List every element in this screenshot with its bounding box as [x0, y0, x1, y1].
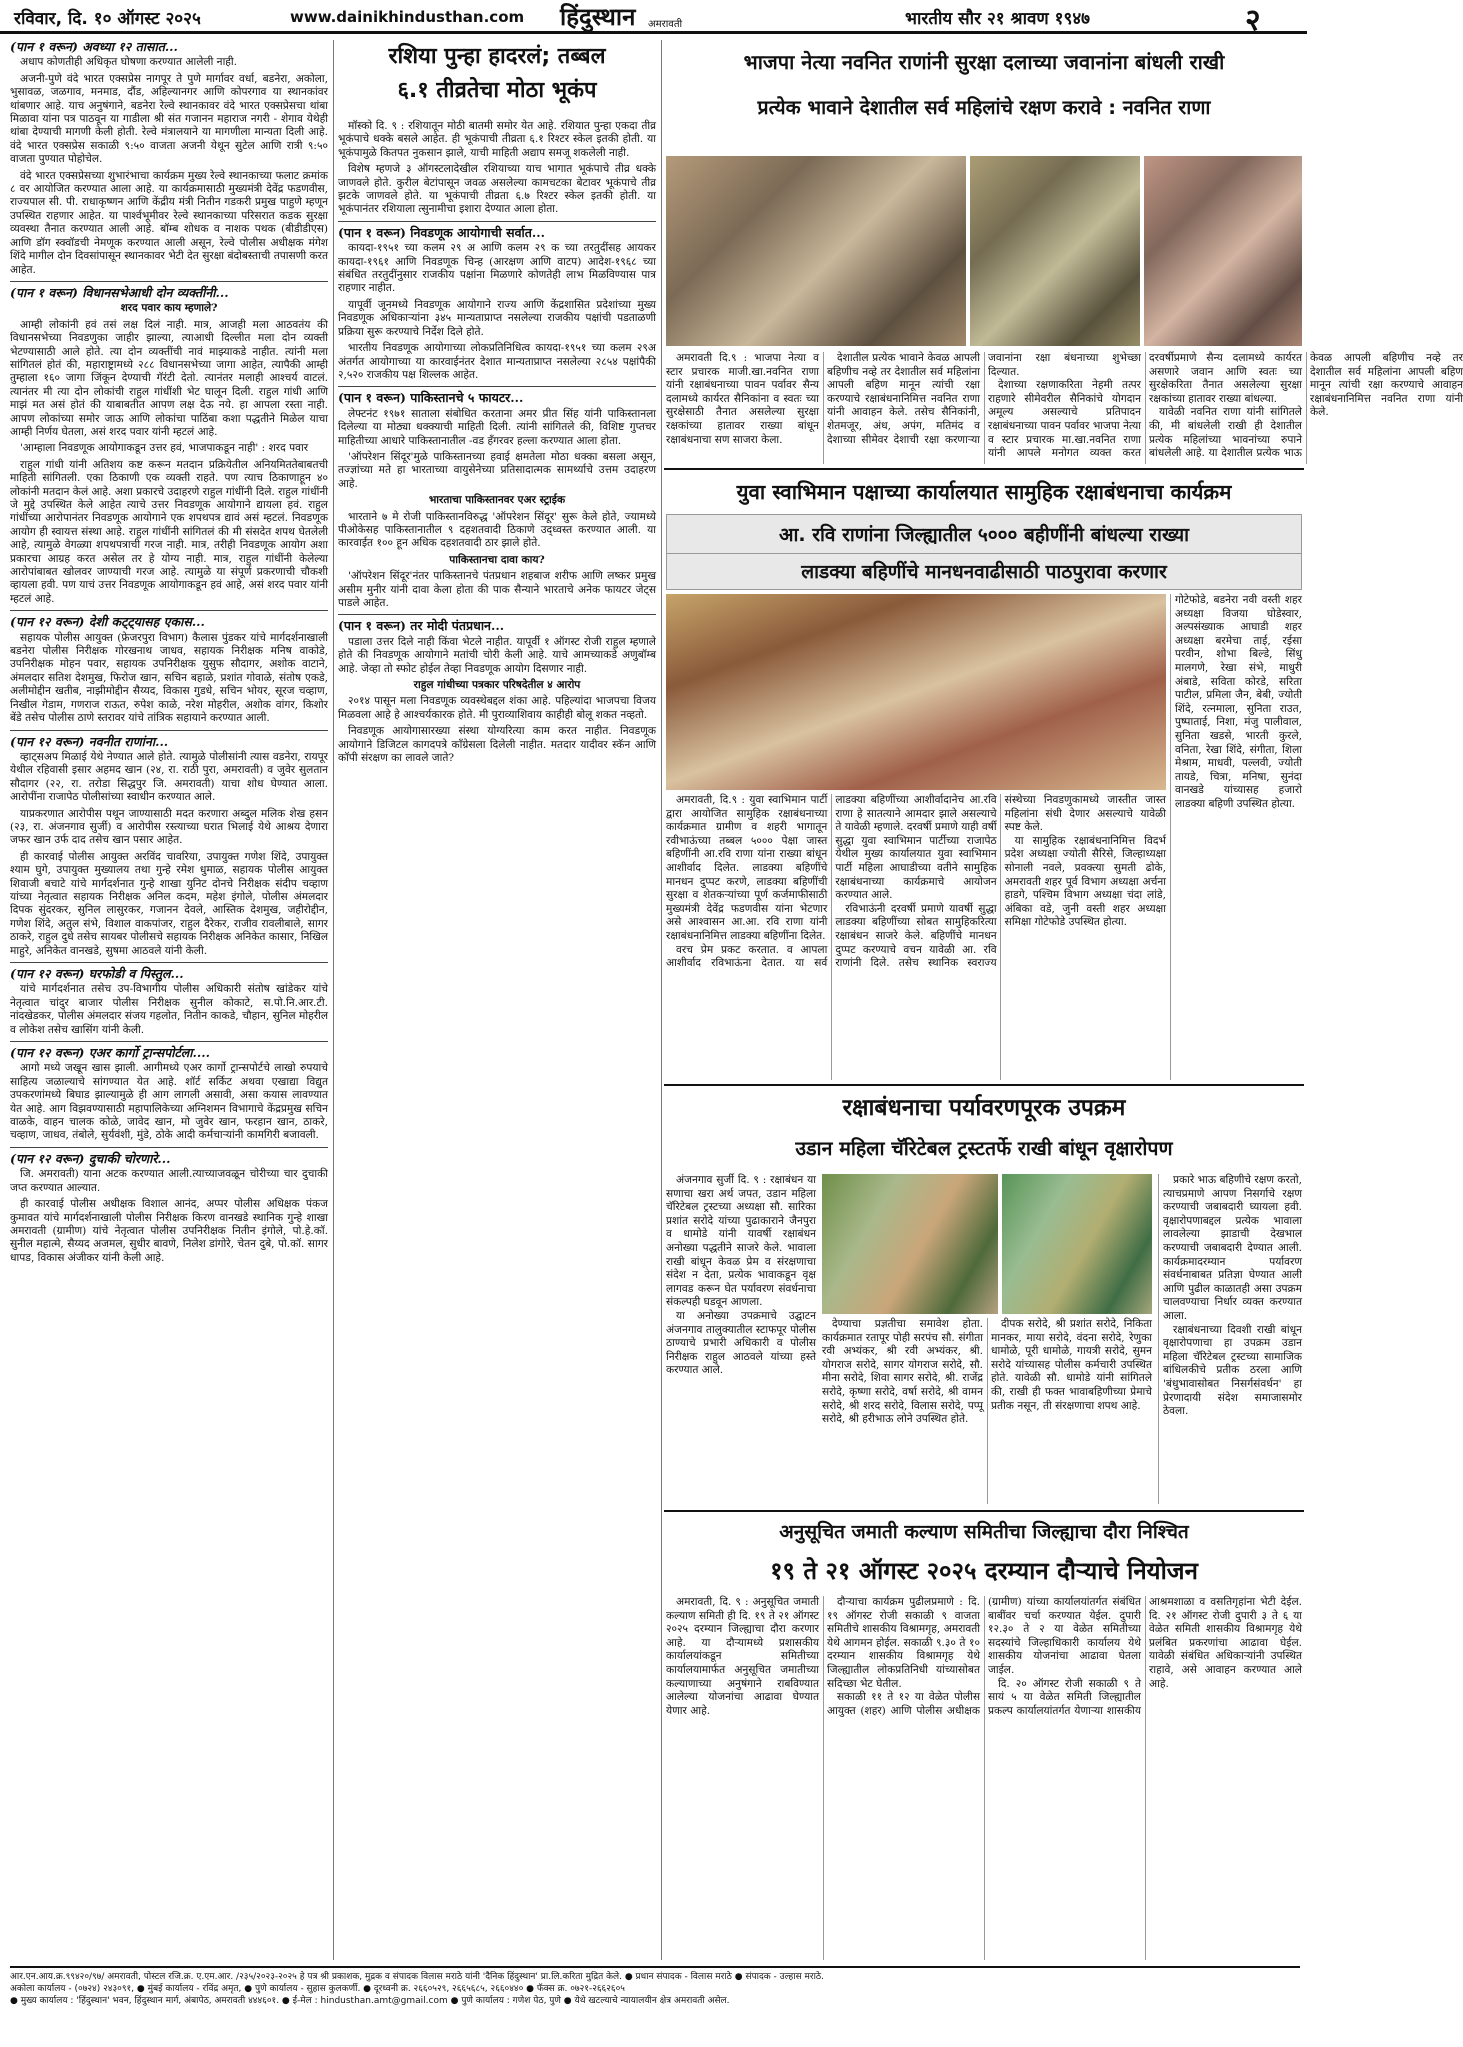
section-separator	[10, 610, 328, 611]
headline-line2: ६.१ तीव्रतेचा मोठा भूकंप	[397, 78, 597, 103]
article-subheading: राहुल गांधीच्या पत्रकार परिषदेतील ४ आरोप	[413, 679, 581, 692]
rana-photo-right	[1144, 156, 1302, 346]
continuation-paragraph: 'आम्हाला निवडणूक आयोगाकडून उत्तर हवं, भाजपाकडून नाही' : शरद पवार	[20, 442, 309, 455]
continuation-paragraph: याप्रकरणात आरोपीस पथून जाण्यासाठी मदत करणारा अब्दुल मलिक शेख हसन (२३, रा. अंजनगाव सुर्जी) व आरोपीस रस्त्याच्या घरात भिलाई येथे आश्रय देणारा जफर खान उर्फ दाद तसेच खान पसार आहेत.	[10, 807, 328, 847]
section-separator	[10, 1041, 328, 1042]
issue-date: रविवार, दि. १० ऑगस्ट २०२५	[14, 9, 201, 29]
article-paragraph: रक्षाबंधनाच्या दिवशी राखी बांधून वृक्षारोपणाचा हा उपक्रम उडान महिला चॅरिटेबल ट्रस्टच्या सामाजिक बांधिलकीचे प्रतीक ठरला आणि 'बंधुभावासोबत निसर्गसंवर्धन' हा प्रेरणादायी संदेश समाजासमोर ठेवला.	[1163, 1323, 1302, 1418]
article-paragraph: पडाला उत्तर दिले नाही किंवा भेटले नाहीत. यापूर्वी १ ऑगस्ट रोजी राहुल म्हणाले होते की निवडणूक आयोगाने मतांची चोरी केली आहे. याचे आमच्याकडे अणुबॉम्ब आहे. जेव्हा तो स्फोट होईल तेव्हा निवडणूक आयोग दिसणार नाही.	[338, 635, 656, 675]
article-paragraph: कायदा-१९५१ च्या कलम २९ अ आणि कलम २९ क च्या तरतुदींसह आयकर कायदा-१९६१ आणि निवडणूक चिन्ह (आरक्षण आणि वाटप) आदेश-१९६८ च्या संबंधित तरतुदींनुसार राजकीय पक्षांना मिळणारे कोणतेही लाभ मिळविण्यास पात्र राहणार नाहीत.	[338, 242, 656, 295]
eco-article-middle	[822, 1318, 1152, 1504]
article-title: (पान १ वरून) पाकिस्तानचे ५ फायटर...	[338, 390, 524, 406]
imprint-footer	[10, 1966, 1300, 2044]
article-paragraph: या सामुहिक रक्षाबंधनानिमित्त विदर्भ प्रदेश अध्यक्षा ज्योती सैरिसे, जिल्हाध्यक्षा सोनाली नवले, प्रवक्त्या सुमती ढोके, अमरावती शहर पूर्व विभाग अध्यक्षा अर्चना हाडगे, पश्चिम विभाग अध्यक्षा चंदा लांडे, अंबिका वडे, जुनी वस्ती शहर अध्यक्षा समिक्षा गोटेफोडे उपस्थित होत्या.	[1004, 834, 1166, 929]
article-paragraph: मॉस्को दि. ९ : रशियातून मोठी बातमी समोर येत आहे. रशियात पुन्हा एकदा तीव्र भूकंपाचे धक्के बसले आहेत. ही भूकंपाची तीव्रता ६.१ रिश्टर स्केल इतकी होती. या भूकंपामुळे कितपत नुकसान झाले, याची माहिती अद्याप समजू शकलेली नाही.	[338, 120, 656, 159]
continuation-paragraph: आगो मध्ये जखून खास झाली. आगीमध्ये एअर कार्गो ट्रान्सपोर्टचे लाखो रुपयाचे साहित्य जळाल्याचे सांगण्यात येत आहे. शॉर्ट सर्किट अथवा एखाद्या विद्युत उपकरणांमध्ये बिघाड झाल्यामुळे ही आग लागली असावी, असा कयास लावण्यात येत आहे. आग विझवण्यासाठी महापालिकेच्या अग्निशमन विभागाचे केंद्रप्रमुख सचिन वाळके, वाहन चालक कोळे, जावेद खान, मो जुवेर खान, फरहान खान, ठाकरे, चव्हाण, जाधव, तंबोले, सुर्यवंशी, मुंडे, ठोके आदी कर्मचाऱ्यांनी कामगिरी बजावली.	[10, 1062, 328, 1142]
continuation-paragraph: वंदे भारत एक्सप्रेसच्या शुभारंभाचा कार्यक्रम मुख्य रेल्वे स्थानकाच्या फलाट क्रमांक ८ वर आयोजित करण्यात आला आहे. या कार्यक्रमासाठी मुख्यमंत्री देवेंद्र फडणवीस, राज्यपाल सी. पी. राधाकृष्णन आणि केंद्रीय मंत्री नितीन गडकरी प्रमुख पाहुणे म्हणून उपस्थित राहणार आहेत. या पार्श्वभूमीवर रेल्वे स्थानकाच्या परिसरात कडक सुरक्षा व्यवस्था तैनात करण्यात आली आहे. बॉम्ब शोधक व नाशक पथक (बीडीडीएस) आणि डॉग स्क्वॉडची नेमणूक करण्यात आली असून, रेल्वे पोलीस अधीक्षक मंगेश शिंदे मागील दोन दिवसांपासून स्थानकावर भेटी देत सुरक्षा बंदोबस्ताची तपासणी करत आहेत.	[10, 169, 328, 276]
rana-headline-line1: भाजपा नेत्या नवनित राणांनी सुरक्षा दलाच्या जवानांना बांधली राखी	[743, 50, 1225, 74]
headline-line1: रशिया पुन्हा हादरलं; तब्बल	[388, 44, 606, 69]
article-paragraph: रविभाऊंनी दरवर्षी प्रमाणे यावर्षी सुद्धा लाडक्या बहिणींच्या सोबत सामुहिकरित्या रक्षाबंधन साजरे केले. बहिणींचे मानधन दुप्पट करण्याचे वचन यावेळी आ. रवि राणांनी दिले. तसेच स्थानिक स्वराज्य संस्थेच्या निवडणुकामध्ये जास्तीत जास्त महिलांना संधी देणार असल्याचे यावेळी स्पष्ट केले.	[835, 794, 1166, 970]
article-paragraph: अमरावती, दि. ९ : अनुसूचित जमाती कल्याण समिती ही दि. १९ ते २१ ऑगस्ट २०२५ दरम्यान जिल्ह्याचा दौरा करणार आहे. या दौऱ्यामध्ये प्रशासकीय कार्यालयांकडून समितीच्या कार्यालयामार्फत अनुसूचित जमातीच्या कल्याणाच्या अनुषंगाने राबविण्यात आलेल्या योजनांचा आढावा घेण्यात येणार आहे.	[666, 1596, 819, 1717]
article-paragraph: अंजनगाव सुर्जी दि. ९ : रक्षाबंधन या सणाचा खरा अर्थ जपत, उडान महिला चॅरिटेबल ट्रस्टच्या अध्यक्षा सौ. सारिका प्रशांत सरोदे यांच्या पुढाकाराने जैनपुरा व धामोडे यांनी यावर्षी रक्षाबंधन अनोख्या पद्धतीने साजरे केले. भावाला राखी बांधून केवळ प्रेम व संरक्षणाचा संदेश न देता, प्रत्येक भावाकडून वृक्ष लागवड करून घेत पर्यावरण संवर्धनाचा संकल्पही घडवून आणला.	[666, 1174, 816, 1309]
section-separator	[10, 962, 328, 963]
column-divider	[661, 40, 662, 1960]
rana-photo-left	[666, 156, 966, 346]
continuation-title: (पान १ वरून) विधानसभेआधी दोन व्यक्तींनी...	[10, 284, 229, 300]
continuation-paragraph: ही कारवाई पोलीस अधीक्षक विशाल आनंद, अप्पर पोलीस अधिक्षक पंकज कुमावत यांचे मार्गदर्शनाखाली पोलीस निरीक्षक किरण वानखडे स्थानिक गुन्हे शाखा अमरावती (ग्रामीण) यांचे नेतृत्वात पोलीस उपनिरीक्षक नितीन इंगोले, पो.हे.कॉ. सुनील महात्मे, सैय्यद अजमल, सुधीर बावणे, निलेश डांगोरे, चेतन दुबे, पो.कॉ. सागर धापड, विकास अंजीकर यांनी केली आहे.	[10, 1198, 328, 1264]
tree-plantation-photo-2	[1002, 1174, 1152, 1314]
article-title: (पान १ वरून) तर मोदी पंतप्रधान...	[338, 618, 505, 634]
eco-article-left	[666, 1174, 816, 1504]
article-paragraph: अमरावती दि.९ : भाजपा नेत्या व स्टार प्रचारक माजी.खा.नवनित राणा यांनी रक्षाबंधनाच्या पावन पर्वावर सैन्य दलामध्ये कार्यरत सैनिकांना व स्वतः च्या सुरक्षेसाठी तैनात असलेल्या सुरक्षा रक्षकांच्या हातावर राख्या बांधून रक्षाबंधनाचा सण साजरा केला.	[666, 352, 819, 446]
continuation-paragraph: सहायक पोलीस आयुक्त (फ्रेजरपुरा विभाग) कैलास पुंडकर यांचे मार्गदर्शनाखाली बडनेरा पोलीस निरीक्षक गोरखनाथ जाधव, सहायक निरीक्षक मनिष वाकोडे, उपनिरीक्षक मोहन पवार, सहायक उपनिरीक्षक युसुफ सौदागर, अशोक वाटाने, अंमलदार सतिश देशमुख, फिरोज खान, सचिन बहाळे, प्रशांत गोवाळे, संतोष एकडे, अलीमोद्दीन खतीब, नाझीमोद्दीन सैय्यद, विकास गुडधे, सचिन भोयर, सूरज चव्हाण, निखील गेडाम, गणराज राऊत, रुपेश काळे, नरेश मोहरील, अशोक वांगर, किशोर बेंडे तसेच पोलीस ठाणे स्तरावर यांचे तांत्रिक सहायाने करण्यात आली.	[10, 631, 328, 725]
article-paragraph: लेफ्टनंट १९७१ साताला संबोधित करताना अमर प्रीत सिंह यांनी पाकिस्तानला दिलेल्या या मोठ्या धक्क्याची माहिती दिली. त्यांनी सांगितले की, विशिष्ट गुप्तचर माहितीच्या आधारे पाकिस्तानातील -वड हॅंगरवर हल्ला करण्यात आला होता.	[338, 407, 656, 447]
continuation-paragraph: ही कारवाई पोलीस आयुक्त अरविंद चावरिया, उपायुक्त गणेश शिंदे, उपायुक्त श्याम घुगे, उपायुक्त मुख्यालय तथा गुन्हे रमेश धुमाळ, सहायक पोलीस आयुक्त शिवाजी बचाटे यांचे मार्गदर्शनात गुन्हे शाखा युनिट दोनचे निरीक्षक संदीप चव्हाण यांच्या नेतृत्वात सहायक निरीक्षक अनिल कदम, महेश इंगोले, पोलीस अंमलदार दिपक सुंदरकर, सुनिल लासुरकर, गजानन देवले, आस्तिक देशमुख, जहीरोद्दीन, गणेश शिंदे, अतुल संभे, विशाल वाकपांजर, राहुल दैरेकर, राजीव रावलीबाले, सागर ठाकरे, राहुल दुधे तसेच सायबर पोलीसचे सहायक निरीक्षक अनिकेत कासार, निखिल माहुरे, अनिकेत वानखडे, सुषमा आठवले यांनी केली.	[10, 850, 328, 957]
article-paragraph: २०१४ पासून मला निवडणूक व्यवस्थेबद्दल शंका आहे. पहिल्यांदा भाजपचा विजय मिळवला आहे हे आश्चर्यकारक होते. मी पुराव्याशिवाय काहीही बोलू शकत नव्हतो.	[338, 695, 656, 721]
rakhi-subheadline-2: लाडक्या बहिणींचे मानधनवाढीसाठी पाठपुरावा करणार	[666, 554, 1302, 590]
section-separator	[10, 730, 328, 731]
tribal-committee-article	[666, 1596, 1302, 1960]
imprint-line-2: अकोला कार्यालय - (०७२४) २४३०९१, ● मुंबई कार्यालय - रविंद्र अमृत, ● पुणे कार्यालय - सुहास कुलकर्णी. ● दूरध्वनी क्र. २६६०५२९, २६६५६८५, २६६०४४० ● फॅक्स क्र. ०७२१-२६६२६०५	[10, 1984, 625, 1994]
section-separator	[338, 614, 656, 615]
article-paragraph: निवडणूक आयोगासारख्या संस्था योग्यरित्या काम करत नाहीत. निवडणूक आयोगाने डिजिटल कागदपत्रे काँग्रेसला दिलेली नाहीत. मतदार यादीवर स्कॅन आणि कॉपी संरक्षण का लावले जाते?	[338, 725, 656, 765]
continuation-title: (पान १२ वरून) नवनीत राणांना...	[10, 733, 169, 749]
article-paragraph: भारतीय निवडणूक आयोगाच्या लोकप्रतिनिधित्व कायदा-१९५१ च्या कलम २९अ अंतर्गत आयोगाच्या या कारवाईनंतर देशात मान्यताप्राप्त नसलेल्या २८५४ पक्षांपैकी २,५२० राजकीय पक्ष शिल्लक आहेत.	[338, 342, 656, 381]
website-url[interactable]: www.dainikhindusthan.com	[290, 8, 525, 26]
continuation-title: (पान १२ वरून) दुचाकी चोरणारे...	[10, 1150, 171, 1166]
continuation-paragraph: यांचे मार्गदर्शनात तसेच उप-विभागीय पोलीस अधिकारी संतोष खांडेकर यांचे नेतृत्वात चांदुर बाजार पोलीस निरीक्षक सुनील कोकाटे, स.पो.नि.आर.टी. नांदखेडकर, पोलीस अंमलदार संजय गहलोत, नितीन काकडे, चौहान, सुनिल मोहरील व लोकेश तसेच खासिंग यांनी केली.	[10, 983, 328, 1036]
earthquake-headline	[338, 40, 656, 116]
edition-city: अमरावती	[648, 19, 683, 30]
udaan-trust-headline: उडान महिला चॅरिटेबल ट्रस्टतर्फे राखी बांधून वृक्षारोपण	[795, 1137, 1173, 1160]
rana-headline	[664, 40, 1304, 152]
article-paragraph: देण्याचा प्रज्ञतीचा समावेश होता. कार्यक्रमात रतापूर पोही सरपंच सौ. संगीता रवी अभ्यंकर, श्री रवी अभ्यंकर, श्री. योगराज सरोदे, सागर योगराज सरोदे, सौ. मीना सरोदे, शिवा सागर सरोदे, श्री. राजेंद्र सरोदे, कृष्णा सरोदे, वर्षा सरोदे, श्री वामन सरोदे, श्री शरद सरोदे, विलास सरोदे, पप्पू सरोदे, श्री हरीभाऊ लोने उपस्थित होते.	[822, 1318, 983, 1426]
rana-article-text	[666, 352, 1463, 464]
tree-plantation-photo-1	[822, 1174, 998, 1314]
continuation-title: (पान १ वरून) अवध्या १२ तासात...	[10, 39, 178, 54]
article-paragraph: देशातील प्रत्येक भावाने केवळ आपली बहिणीच नव्हे तर देशातील सर्व महिलांना आपली बहिण मानून त्यांची रक्षा करण्याचे रक्षाबंधनानिमित्त नवनित राणा यांनी आवाहन केले. तसेच सैनिकांनी, शेतमजूर, अंध, अपंग, मतिमंद व देशाच्या सीमेवर देशाची रक्षा करणाऱ्या जवानांना रक्षा बंधनाच्या शुभेच्छा दिल्यात.	[827, 352, 1141, 446]
article-paragraph: यापूर्वी जूनमध्ये निवडणूक आयोगाने राज्य आणि केंद्रशासित प्रदेशांच्या मुख्य निवडणूक अधिकाऱ्यांना ३४५ मान्यताप्राप्त नसलेल्या राजकीय पक्षांची पडताळणी प्रक्रिया सुरू करण्याचे निर्देश दिले होते.	[338, 298, 656, 338]
rakhi-subheadline-1: आ. रवि राणांना जिल्ह्यातील ५००० बहीणींनी बांधल्या राख्या	[666, 514, 1302, 554]
article-paragraph: यावेळी नवनित राणा यांनी सांगितले की, मी बांधलेली राखी ही देशातील प्रत्येक महिलांच्या भावनांच्या रुपाने बांधलेली आहे. या देशातील प्रत्येक भाऊ केवळ आपली बहिणीच नव्हे तर देशातील सर्व महिलांना आपली बहिण मानून त्यांची रक्षा करण्याचे आवाहन रक्षाबंधनानिमित्त नवनित राणा यांनी केले.	[1149, 352, 1463, 460]
article-paragraph: दि. २० ऑगस्ट रोजी सकाळी ९ ते सायं ५ या वेळेत समिती जिल्ह्यातील प्रकल्प कार्यालयांतर्गत येणाऱ्या शासकीय आश्रमशाळा व वसतिगृहांना भेटी देईल. दि. २१ ऑगस्ट रोजी दुपारी ३ ते ६ या वेळेत समिती शासकीय विश्रामगृह येथे प्रलंबित प्रकरणांचा आढावा घेईल. यावेळी संबंधित अधिकाऱ्यांनी उपस्थित राहावे, असे आवाहन करण्यात आले आहे.	[988, 1596, 1302, 1717]
article-paragraph: दीपक सरोदे, श्री प्रशांत सरोदे, निकिता मानकर, माया सरोदे, वंदना सरोदे, रेणुका धामोळे, पूरी धामोळे, गायत्री सरोदे, सुमन सरोदे यांच्यासह पोलीस कर्मचारी उपस्थित होते. यावेळी सौ. धामोडे यांनी सांगितले की, राखी ही फक्त भावाबहिणीच्या प्रेमाचे प्रतीक नसून, ती संरक्षणाचा शपथ आहे.	[991, 1318, 1152, 1412]
imprint-line-1: आर.एन.आय.क्र.९९४२०/९७/ अमरावती, पोस्टल रजि.क्र. ए.एम.आर. /२३५/२०२३-२०२५ हे पत्र श्री प्रकाशक, मुद्रक व संपादक विलास मराठे यांनी 'दैनिक हिंदुस्थान' प्रा.लि.करिता मुद्रित केले. ● प्रधान संपादक - विलास मराठे ● संपादक - उल्हास मराठे.	[10, 1972, 825, 1982]
continuation-title: (पान १२ वरून) एअर कार्गो ट्रान्सपोर्टला....	[10, 1045, 210, 1061]
continuation-subtitle: शरद पवार काय म्हणाले?	[120, 302, 218, 315]
article-paragraph: देशाच्या रक्षणाकरिता नेहमी तत्पर राहणारे सीमेवरील सैनिकांचे योगदान अमूल्य असल्याचे प्रतिपादन रक्षाबंधनाच्या पावन पर्वावर भाजपा नेत्या व स्टार प्रचारक मा.खा.नवनित राणा यांनी आपले मनोगत व्यक्त करत दरवर्षीप्रमाणे सैन्य दलामध्ये कार्यरत असणारे जवान आणि स्वतः च्या सुरक्षेकरिता तैनात असलेल्या सुरक्षा रक्षकांच्या हातावर राख्या बांधल्या.	[988, 352, 1302, 460]
saka-date: भारतीय सौर २१ श्रावण १९४७	[905, 9, 1091, 29]
article-subheading: भारताचा पाकिस्तानवर एअर स्ट्राईक	[428, 494, 566, 507]
column-continuations	[10, 40, 328, 1962]
continuation-title: (पान १२ वरून) देशी कट्ट्यासह एकास...	[10, 614, 205, 630]
masthead	[0, 0, 1307, 38]
rana-headline-line2: प्रत्येक भावाने देशातील सर्व महिलांचे रक्षण करावे : नवनित राणा	[757, 96, 1211, 119]
tour-schedule-headline: १९ ते २१ ऑगस्ट २०२५ दरम्यान दौऱ्याचे नियोजन	[770, 1557, 1198, 1585]
eco-article-right	[1158, 1174, 1302, 1504]
section-separator	[10, 1147, 328, 1148]
continuation-paragraph: राहुल गांधी यांनी अतिशय कष्ट करून मतदान प्रक्रियेतील अनियमिततेबाबतची माहिती सांगितली. एका ठिकाणी एक व्यक्ती राहते. पण त्याच ठिकाणाहून ४० लोकांनी मतदान केलं आहे. अशा प्रकारचे उदाहरणे राहुल गांधींनी दिले. राहुल गांधींनी जे मुद्दे उपस्थित केले आहेत त्याचे उत्तर निवडणूक आयोगाने द्यायला हवं. राहुल गांधींच्या आरोपानंतर निवडणूक आयोगाने एक शपथपत्र द्यावं असं म्हटलं. निवडणूक आयोग ही स्वायत्त संस्था आहे. राहुल गांधींनी सांगितलं की मी संसदेत शपथ घेतलेली आहे, त्यामुळे वेगळ्या शपथपत्राची गरज नाही. मात्र, तरीही निवडणूक आयोग अशा प्रकारचा आग्रह करत असेल तर हे योग्य नाही. मात्र, राहुल गांधींनी केलेल्या आरोपांबाबत खोलवर जाण्याची गरज आहे. त्यामुळे या संपूर्ण प्रकरणाची चौकशी व्हायला हवी. पण याचं उत्तर निवडणूक आयोगाकडून हवं आहे, असं शरद पवार यांनी म्हटलं आहे.	[10, 458, 328, 605]
rakhi-article-text	[666, 794, 1166, 1080]
column-two-articles	[338, 120, 656, 1962]
section-separator	[338, 221, 656, 222]
rakhi-event-photo	[666, 594, 1166, 790]
imprint-line-3: ● मुख्य कार्यालय : 'हिंदुस्थान' भवन, हिंदुस्थान मार्ग, अंबापेठ, अमरावती ४४४६०१. ● ई-मेल : hindusthan.amt@gmail.com ● पुणे कार्यालय : गणेश पेठ, पुणे ● येथे खटल्याचे न्यायालयीन क्षेत्र अमरावती असेल.	[10, 1996, 730, 2006]
section-separator	[10, 281, 328, 282]
continuation-paragraph: अधाप कोणतीही अधिकृत घोषणा करण्यात आलेली नाही.	[20, 56, 238, 69]
article-paragraph: प्रकारे भाऊ बहिणीचे रक्षण करतो, त्याचप्रमाणे आपण निसर्गाचे रक्षण करण्याची जबाबदारी घ्यायला हवी. वृक्षारोपणाबद्दल प्रत्येक भावाला लावलेल्या झाडाची देखभाल करण्याची जबाबदारी देण्यात आली. कार्यक्रमादरम्यान पर्यावरण संवर्धनाबाबत प्रतिज्ञा घेण्यात आली आणि पुढील काळातही असा उपक्रम चालवण्याचा निर्धार व्यक्त करण्यात आला.	[1163, 1174, 1302, 1322]
article-paragraph: 'ऑपरेशन सिंदूर'नंतर पाकिस्तानचे पंतप्रधान शहबाज शरीफ आणि लष्कर प्रमुख असीम मुनीर यांनी दावा केला होता की पाक सैन्याने भारताचे अनेक फायटर जेट्स पाडले आहेत.	[338, 570, 656, 609]
article-paragraph: विशेष म्हणजे ३ ऑगस्टलादेखील रशियाच्या याच भागात भूकंपाचे तीव्र धक्के जाणवले होते. कुरील बेटांपासून जवळ असलेल्या कामचटका बेटावर भूकंपाचे तीव्र झटके जाणवले होते. या भूकंपाची तीव्रता ६.७ रिश्टर स्केल इतकी होती. या भूकंपानंतर रशियाला त्सुनामीचा इशारा देण्यात आला होता.	[338, 163, 656, 216]
rana-photo-center	[970, 156, 1140, 346]
continuation-paragraph: जि. अमरावती) याना अटक करण्यात आली.त्याच्याजवळून चोरीच्या चार दुचाकी जप्त करण्यात आल्यात.	[10, 1168, 328, 1194]
article-paragraph: दौऱ्याचा कार्यक्रम पुढीलप्रमाणे : दि. १९ ऑगस्ट रोजी सकाळी ९ वाजता समितीचे शासकीय विश्रामगृह, अमरावती येथे आगमन होईल. सकाळी ९.३० ते १० दरम्यान शासकीय विश्रामगृह येथे जिल्ह्यातील लोकप्रतिनिधी यांच्यासोबत सदिच्छा भेट घेतील.	[827, 1596, 980, 1690]
rakhi-attendees: गोटेफोडे, बडनेरा नवी वस्ती शहर अध्यक्षा विजया घोडेस्वार, अल्पसंख्याक आघाडी शहर अध्यक्षा बरमेचा ताई, रईसा परवीन, शोभा बिल्डे, सिंधु मालगणे, रेखा संभे, माधुरी अंबाडे, सविता कोरडे, सरिता पाटील, प्रमिला जैन, बेबी, ज्योती शिंदे, रत्नमाला, सुनिता राउत, पुष्पाताई, निशा, मंजु पालीवाल, सुनिता खडसे, भारती कुरले, वनिता, रेखा शिंदे, संगीता, शिला मेश्राम, माधवी, पल्लवी, ज्योती तायडे, चित्रा, मनिषा, सुनंदा वानखडे यांच्यासह हजारो लाडक्या बहिणी उपस्थित होत्या.	[1170, 594, 1302, 1080]
continuation-paragraph: व्हाट्सअप मिळाई येथे नेण्यात आले होते. त्यामुळे पोलीसांनी त्यास वडनेरा, रायपूर येथील रहिवासी इसार अहमद खान (२४, रा. राठी पुरा, अमरावती) व जुवेर सुलतान सौदागर (२२, रा. तरोडा सिद्धपुर जि. अमरावती) याचा शोध घेण्यात आला. आरोपींना राजापेठ पोलीसांच्या स्वाधीन करण्यात आले.	[10, 750, 328, 804]
column-divider	[333, 40, 334, 1960]
article-paragraph: सकाळी ११ ते १२ या वेळेत पोलीस आयुक्त (शहर) आणि पोलीस अधीक्षक (ग्रामीण) यांच्या कार्यालयांतर्गत संबंधित बाबींवर चर्चा करण्यात येईल. दुपारी १२.३० ते २ या वेळेत समितीच्या सदस्यांचे जिल्हाधिकारी कार्यालय येथे शासकीय योजनांचा आढावा घेतला जाईल.	[827, 1596, 1141, 1717]
article-title: (पान १ वरून) निवडणूक आयोगाची सर्वात...	[338, 224, 545, 240]
eco-rakhi-headline: रक्षाबंधनाचा पर्यावरणपूरक उपक्रम	[664, 1084, 1304, 1128]
article-paragraph: वरच प्रेम प्रकट करतात. व आपला आशीर्वाद रविभाऊंना देतात. या सर्व लाडक्या बहिणींच्या आशीर्वादानेच आ.रवि राणा हे सातत्याने आमदार झाले असल्याचे ते यावेळी म्हणाले. दरवर्षी प्रमाणे याही वर्षी सुद्धा युवा स्वाभिमान पार्टीच्या राजापेठ येथील मुख्य कार्यालयात युवा स्वाभिमान पार्टी महिला आघाडीच्या वतीने सामुहिक रक्षाबंधनाच्या कार्यक्रमाचे आयोजन करण्यात आले.	[666, 794, 997, 970]
tribal-committee-headline: अनुसूचित जमाती कल्याण समितीचा जिल्ह्याचा दौरा निश्चित	[664, 1510, 1304, 1550]
continuation-paragraph: अजनी-पुणे वंदे भारत एक्सप्रेस नागपूर ते पुणे मार्गावर वर्धा, बडनेरा, अकोला, भुसावळ, जळगाव, मनमाड, दौंड, अहिल्यानगर आणि कोपरगाव या स्थानकांवर थांबणार आहे. याच अनुषंगाने, बडनेरा रेल्वे स्थानकावर वंदे भारत एक्सप्रेसचा थांबा मिळावा यांना पत्र पाठवून या गाडीला श्री संत गजानन महाराज नगरी - शेगाव येथेही थांबा देण्याची मागणी केली होती. रेल्वे मंत्रालयाने या मागणीला मान्यता दिली आहे. वंदे भारत एक्सप्रेस सकाळी ९:५० वाजता अजनी येथून सुटेल आणि रात्री ९:५० वाजता पुण्यात पोहोचेल.	[10, 72, 328, 166]
continuation-title: (पान १२ वरून) घरफोडी व पिस्तुल...	[10, 966, 184, 981]
page-number: २	[1245, 3, 1261, 38]
continuation-paragraph: आम्ही लोकांनी हवं तसं लक्ष दिलं नाही. मात्र, आजही मला आठवतंय की विधानसभेच्या निवडणुका जाहीर झाल्या, त्याआधी दिल्लीत मला दोन व्यक्ती भेटण्यासाठी आले होते. त्या दोन व्यक्तींची नावं माझ्याकडे नाहीत. त्यांनी मला सांगितलं होतं की, महाराष्ट्रामध्ये २८८ विधानसभेच्या जागा आहेत, त्यापैकी आम्ही तुम्हाला १६० जागा जिंकून देण्याची गॅरंटी देतो. त्यानंतर मलाही आश्चर्य वाटलं. त्यानंतर मी त्या दोन लोकांची राहुल गांधींशी भेट घालून दिली. राहुल गांधी आणि माझं मत असं होतं की याबाबतीत आपण लक्ष देऊ नये. हा आपला रस्ता नाही. आपण लोकांच्या समोर जाऊ आणि लोकांचा पाठिंबा कशा पद्धतीने मिळेल याचा आम्ही निर्णय घेतला, असं शरद पवार यांनी म्हटलं आहे.	[10, 318, 328, 438]
article-paragraph: भारताने ७ मे रोजी पाकिस्तानविरुद्ध 'ऑपरेशन सिंदूर' सुरू केले होते, ज्यामध्ये पीओकेसह पाकिस्तानातील ९ दहशतवादी ठिकाणे उद्ध्वस्त करण्यात आली. या कारवाईत १०० हून अधिक दहशतवादी ठार झाले होते.	[338, 510, 656, 550]
newspaper-logo: हिंदुस्थान	[560, 2, 636, 31]
section-separator	[338, 386, 656, 387]
rakhi-event-headline: युवा स्वाभिमान पक्षाच्या कार्यालयात सामुहिक रक्षाबंधनाचा कार्यक्रम	[664, 468, 1304, 512]
article-paragraph: या अनोख्या उपक्रमाचे उद्घाटन अंजनगाव तालुक्यातील स्टाफपूर पोलीस ठाण्याचे प्रभारी अधिकारी व पोलीस निरीक्षक राहुल आठवले यांच्या हस्ते करण्यात आले.	[666, 1309, 816, 1377]
article-paragraph: 'ऑपरेशन सिंदूर'मुळे पाकिस्तानच्या हवाई क्षमतेला मोठा धक्का बसला असून, तज्ज्ञांच्या मते हा भारताच्या वायुसेनेच्या प्रतिसादात्मक सामर्थ्याचे उत्तम उदाहरण आहे.	[338, 450, 656, 490]
article-paragraph: अमरावती, दि.९ : युवा स्वाभिमान पार्टी द्वारा आयोजित सामुहिक रक्षाबंधनाच्या कार्यक्रमात ग्रामीण व शहरी भागातून रवीभाऊंच्या तब्बल ५००० पेक्षा जास्त बहिणींनी आ.रवि राणा यांना राख्या बांधून आशीर्वाद दिलेत. लाडक्या बहिणींचे मानधन दुप्पट करणे, लाडक्या बहिणींची सुरक्षा व शेतकऱ्यांच्या पूर्ण कर्जमाफीसाठी मुख्यमंत्री देवेंद्र फडणवीस यांना भेटणार असे आश्वासन आ.आ. रवि राणा यांनी रक्षाबंधनानिमित्त लाडक्या बहिणींना दिलेत.	[666, 794, 828, 942]
article-subheading: पाकिस्तानचा दावा काय?	[449, 553, 545, 566]
